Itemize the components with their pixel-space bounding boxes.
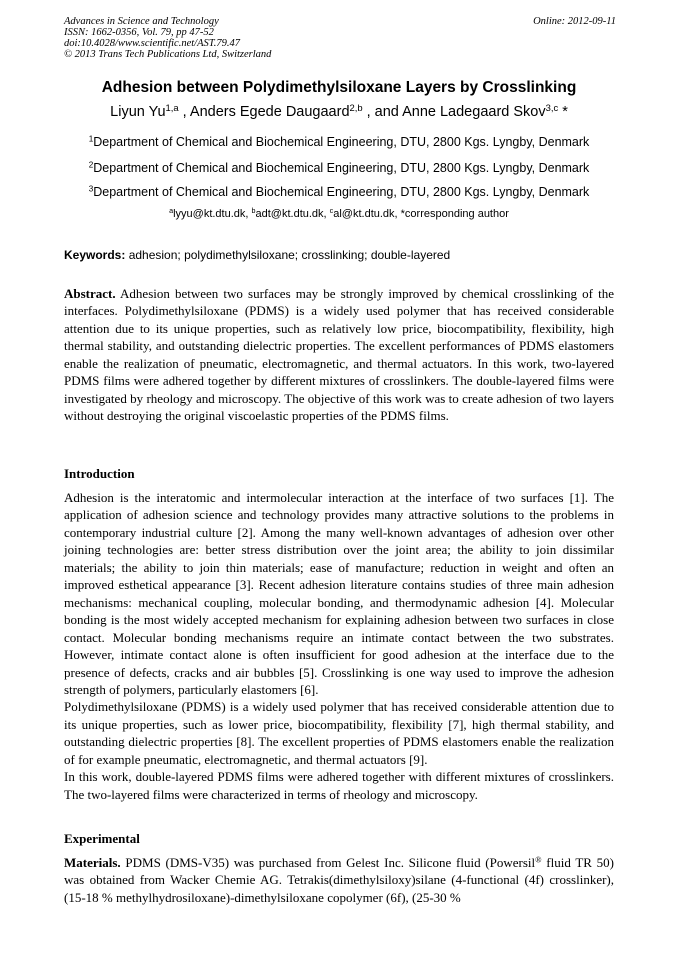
- journal-issn: ISSN: 1662-0356, Vol. 79, pp 47-52: [64, 27, 214, 38]
- affiliation-text: Department of Chemical and Biochemical Engineering, DTU, 2800 Kgs. Lyngby, Denmark: [93, 161, 590, 175]
- author-name: , Anders Egede Daugaard: [178, 104, 350, 120]
- experimental-heading: Experimental: [64, 831, 140, 846]
- registered-mark: ®: [535, 854, 542, 865]
- author-superscript: 3,c: [545, 101, 559, 113]
- author-name: Liyun Yu: [110, 104, 166, 120]
- abstract-text: Adhesion between two surfaces may be strongly improved by chemical crosslinking of the interfaces. Polydimethylsiloxane (PDMS) is a widely used polymer that has received considerable attention due to its unique properties, such as relatively low price, biocompatibility, flexibility, high thermal stability, and outstanding dielectric properties. The excellent performances of PDMS elastomers enable the realization of pneumatic, electromagnetic, and thermal actuators. In this work, two-layered PDMS films were adhered together by different mixtures of crosslinkers. The double-layered films were investigated by rheology and microscopy. The objective of this work was to create adhesion of two layers without destroying the original viscoelastic properties of the PDMS films.: [64, 286, 614, 424]
- affiliation-number: 1: [88, 134, 94, 144]
- keywords-text: adhesion; polydimethylsiloxane; crosslinking; double-layered: [125, 248, 451, 262]
- keywords: [64, 248, 450, 262]
- email-a: lyyu@kt.dtu.dk,: [173, 208, 252, 220]
- intro-paragraph-3: In this work, double-layered PDMS films were adhered together with different mixtures of crosslinkers. The two-layered films were characterized in terms of rheology and microscopy.: [64, 769, 614, 802]
- email-c: al@kt.dtu.dk, *corresponding author: [333, 208, 509, 220]
- materials-label: Materials.: [64, 855, 121, 870]
- materials-text-b: fluid TR 50) was obtained from Wacker Chemie AG. Tetrakis(dimethylsiloxy)silane (4-functional (4f) crosslinker), (15-18 % methylhydrosiloxane)-dimethylsiloxane copolymer (6f), (25-30 %: [64, 855, 614, 905]
- introduction-body: [64, 489, 614, 803]
- author-superscript: 2,b: [349, 101, 363, 113]
- abstract: [64, 285, 614, 425]
- author-superscript: 1,a: [165, 101, 179, 113]
- affiliation-number: 3: [88, 184, 94, 194]
- intro-paragraph-2: Polydimethylsiloxane (PDMS) is a widely used polymer that has received considerable attention due to its unique properties, such as lower price, biocompatibility, flexibility [7], high thermal stability, and outstanding dielectric properties [8]. The excellent properties of PDMS elastomers enable the realization of for example pneumatic, electromagnetic, and thermal actuators [9].: [64, 699, 614, 767]
- author-name: , and Anne Ladegaard Skov: [362, 104, 546, 120]
- journal-name: Advances in Science and Technology: [64, 16, 219, 27]
- online-date: Online: 2012-09-11: [533, 16, 616, 27]
- affiliation-text: Department of Chemical and Biochemical Engineering, DTU, 2800 Kgs. Lyngby, Denmark: [93, 135, 590, 149]
- author-list: [0, 101, 678, 120]
- author-emails: [0, 208, 678, 220]
- email-b: adt@kt.dtu.dk,: [255, 208, 330, 220]
- affiliation-1: [0, 135, 678, 149]
- experimental-body: [64, 854, 614, 906]
- affiliation-number: 2: [88, 160, 94, 170]
- materials-paragraph: [64, 854, 614, 906]
- materials-text-a: PDMS (DMS-V35) was purchased from Gelest Inc. Silicone fluid (Powersil: [120, 855, 536, 870]
- email-superscript: b: [251, 207, 256, 216]
- email-superscript: a: [169, 207, 174, 216]
- keywords-label: Keywords:: [64, 248, 126, 262]
- affiliation-text: Department of Chemical and Biochemical Engineering, DTU, 2800 Kgs. Lyngby, Denmark: [93, 185, 590, 199]
- journal-header: [64, 16, 616, 60]
- abstract-paragraph: [64, 285, 614, 425]
- affiliation-3: [0, 185, 678, 199]
- journal-copyright: © 2013 Trans Tech Publications Ltd, Switzerland: [64, 49, 272, 60]
- journal-doi: doi:10.4028/www.scientific.net/AST.79.47: [64, 38, 241, 49]
- paper-title: Adhesion between Polydimethylsiloxane Layers by Crosslinking: [101, 79, 577, 96]
- intro-paragraph-1: Adhesion is the interatomic and intermolecular interaction at the interface of two surfaces [1]. The application of adhesion science and technology provides many attractive solutions to the problems in contemporary industrial culture [2]. Among the many well-known advantages of adhesion over other joining technologies are: better stress distribution over the joint area; the ability to join dissimilar materials; the ability to join thin materials; ease of manufacture; reduction in weight and often an improved esthetical appearance [3]. Recent adhesion literature contains studies of three main adhesion mechanisms: mechanical coupling, molecular bonding, and thermodynamic adhesion [4]. Molecular bonding is the most widely accepted mechanism for explaining adhesion between two surfaces in close contact. Molecular bonding mechanisms require an intimate contact between the two substrates. However, intimate contact alone is often insufficient for good adhesion at the interface due to the presence of defects, cracks and air bubbles [5]. Crosslinking is one way used to improve the adhesion strength of polymers, particularly elastomers [6].: [64, 490, 614, 697]
- affiliation-2: [0, 161, 678, 175]
- introduction-heading: Introduction: [64, 466, 135, 481]
- abstract-label: Abstract.: [64, 286, 116, 301]
- corresponding-mark: *: [558, 104, 568, 120]
- email-superscript: c: [329, 207, 334, 216]
